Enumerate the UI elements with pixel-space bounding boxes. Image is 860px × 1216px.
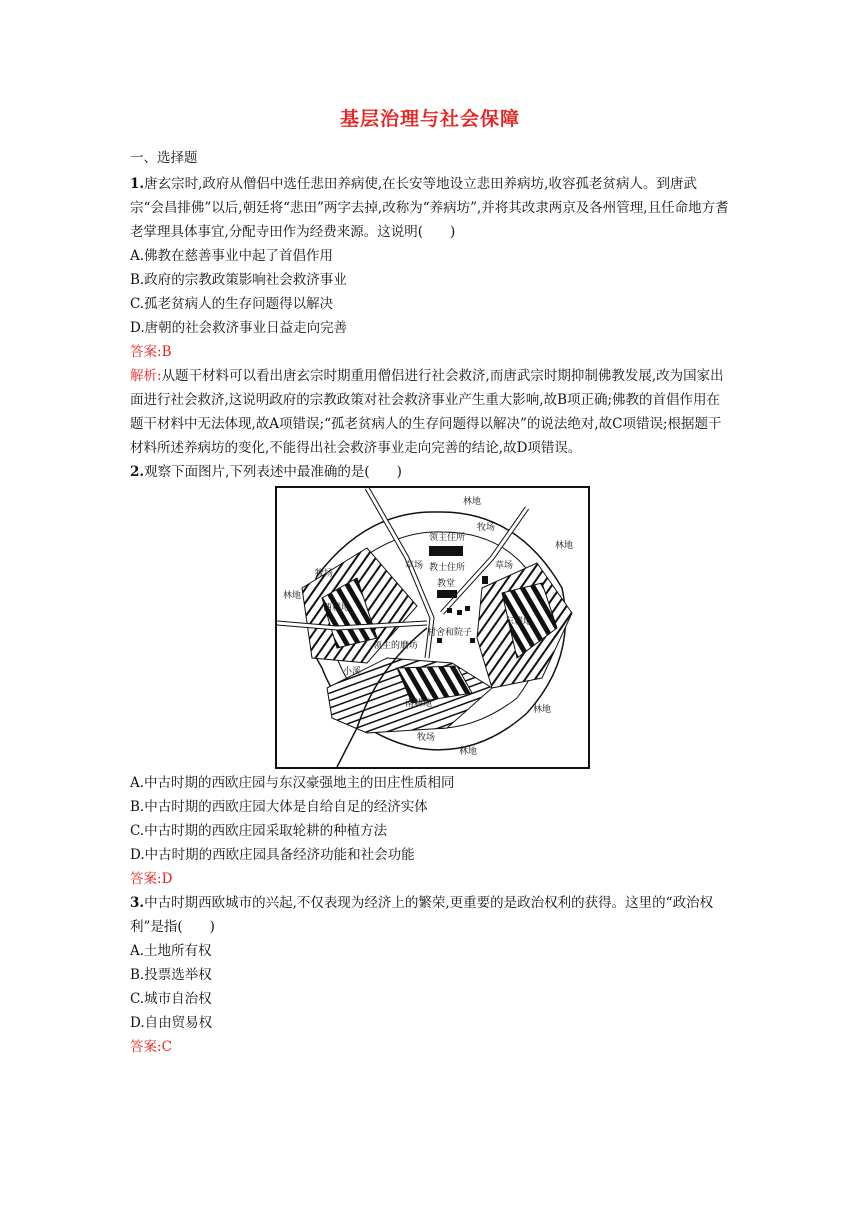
map-label-east-field: 东耕地 (505, 617, 533, 627)
map-label-village: 村舍和院子 (427, 628, 473, 638)
q2-option-a: A.中古时期的西欧庄园与东汉豪强地主的田庄性质相同 (130, 775, 455, 791)
question-2-stem: 2.观察下面图片,下列表述中最准确的是( ) (130, 464, 402, 480)
manor-map-figure (275, 486, 590, 769)
map-label-meadow-right: 草场 (495, 561, 514, 571)
q1-option-b: B.政府的宗教政策影响社会救济事业 (130, 272, 347, 288)
map-label-pasture-left: 牧场 (315, 569, 334, 579)
question-list (130, 172, 730, 1059)
q1-option-d: D.唐朝的社会救济事业日益走向完善 (130, 320, 348, 336)
q1-option-a: A.佛教在慈善事业中起了首倡作用 (130, 248, 334, 264)
map-label-forest-right: 林地 (555, 541, 574, 551)
map-label-priest-house: 教士住所 (429, 563, 466, 573)
q3-option-c: C.城市自治权 (130, 991, 212, 1007)
map-label-south-field: 南耕地 (405, 699, 433, 709)
map-label-lord-house: 领主住所 (429, 533, 466, 543)
map-label-west-field: 西耕地 (323, 603, 351, 613)
q2-option-d: D.中古时期的西欧庄园具备经济功能和社会功能 (130, 847, 415, 863)
map-label-church: 教堂 (437, 579, 456, 589)
page-title: 基层治理与社会保障 (339, 108, 520, 130)
q2-answer: 答案:D (130, 871, 173, 887)
section-heading: 一、选择题 (130, 150, 198, 166)
q2-option-b: B.中古时期的西欧庄园大体是自给自足的经济实体 (130, 799, 428, 815)
map-label-forest-left: 林地 (283, 591, 302, 601)
map-label-forest-br: 林地 (533, 705, 552, 715)
map-label-pasture-top: 牧场 (477, 523, 496, 533)
map-label-forest-top: 林地 (463, 497, 482, 507)
q3-answer: 答案:C (130, 1039, 172, 1055)
q3-option-a: A.土地所有权 (130, 943, 212, 959)
map-label-stream: 小溪 (343, 667, 362, 677)
question-3-stem: 3.中古时期西欧城市的兴起,不仅表现为经济上的繁荣,更重要的是政治权利的获得。这里的“政治权利”是指( ) (130, 895, 714, 935)
question-1-stem: 1.唐玄宗时,政府从僧侣中选任悲田养病使,在长安等地设立悲田养病坊,收容孤老贫病人。到唐武宗“会昌排佛”以后,朝廷将“悲田”两字去掉,改称为“养病坊”,并将其改隶两京及各州管理,且任命地方耆老掌理具体事宜,分配寺田作为经费来源。这说明( ) (130, 176, 729, 240)
q3-option-b: B.投票选举权 (130, 967, 212, 983)
q3-option-d: D.自由贸易权 (130, 1015, 213, 1031)
q1-option-c: C.孤老贫病人的生存问题得以解决 (130, 296, 334, 312)
q1-answer: 答案:B (130, 344, 172, 360)
map-label-meadow-left: 草场 (405, 561, 424, 571)
map-label-pasture-bottom: 牧场 (417, 733, 436, 743)
q2-option-c: C.中古时期的西欧庄园采取轮耕的种植方法 (130, 823, 388, 839)
q1-explanation: 解析:从题干材料可以看出唐玄宗时期重用僧侣进行社会救济,而唐武宗时期抑制佛教发展,改为国家出面进行社会救济,这说明政府的宗教政策对社会救济事业产生重大影响,故B项正确;佛教的首倡作用在题干材料中无法体现,故A项错误;“孤老贫病人的生存问题得以解决”的说法绝对,故C项错误;根据题干材料所述养病坊的变化,不能得出社会救济事业走向完善的结论,故D项错误。 (130, 368, 724, 456)
map-label-forest-bottom: 林地 (459, 747, 478, 757)
manor-map-svg (277, 488, 588, 767)
map-label-mill: 领主的磨坊 (373, 641, 419, 651)
